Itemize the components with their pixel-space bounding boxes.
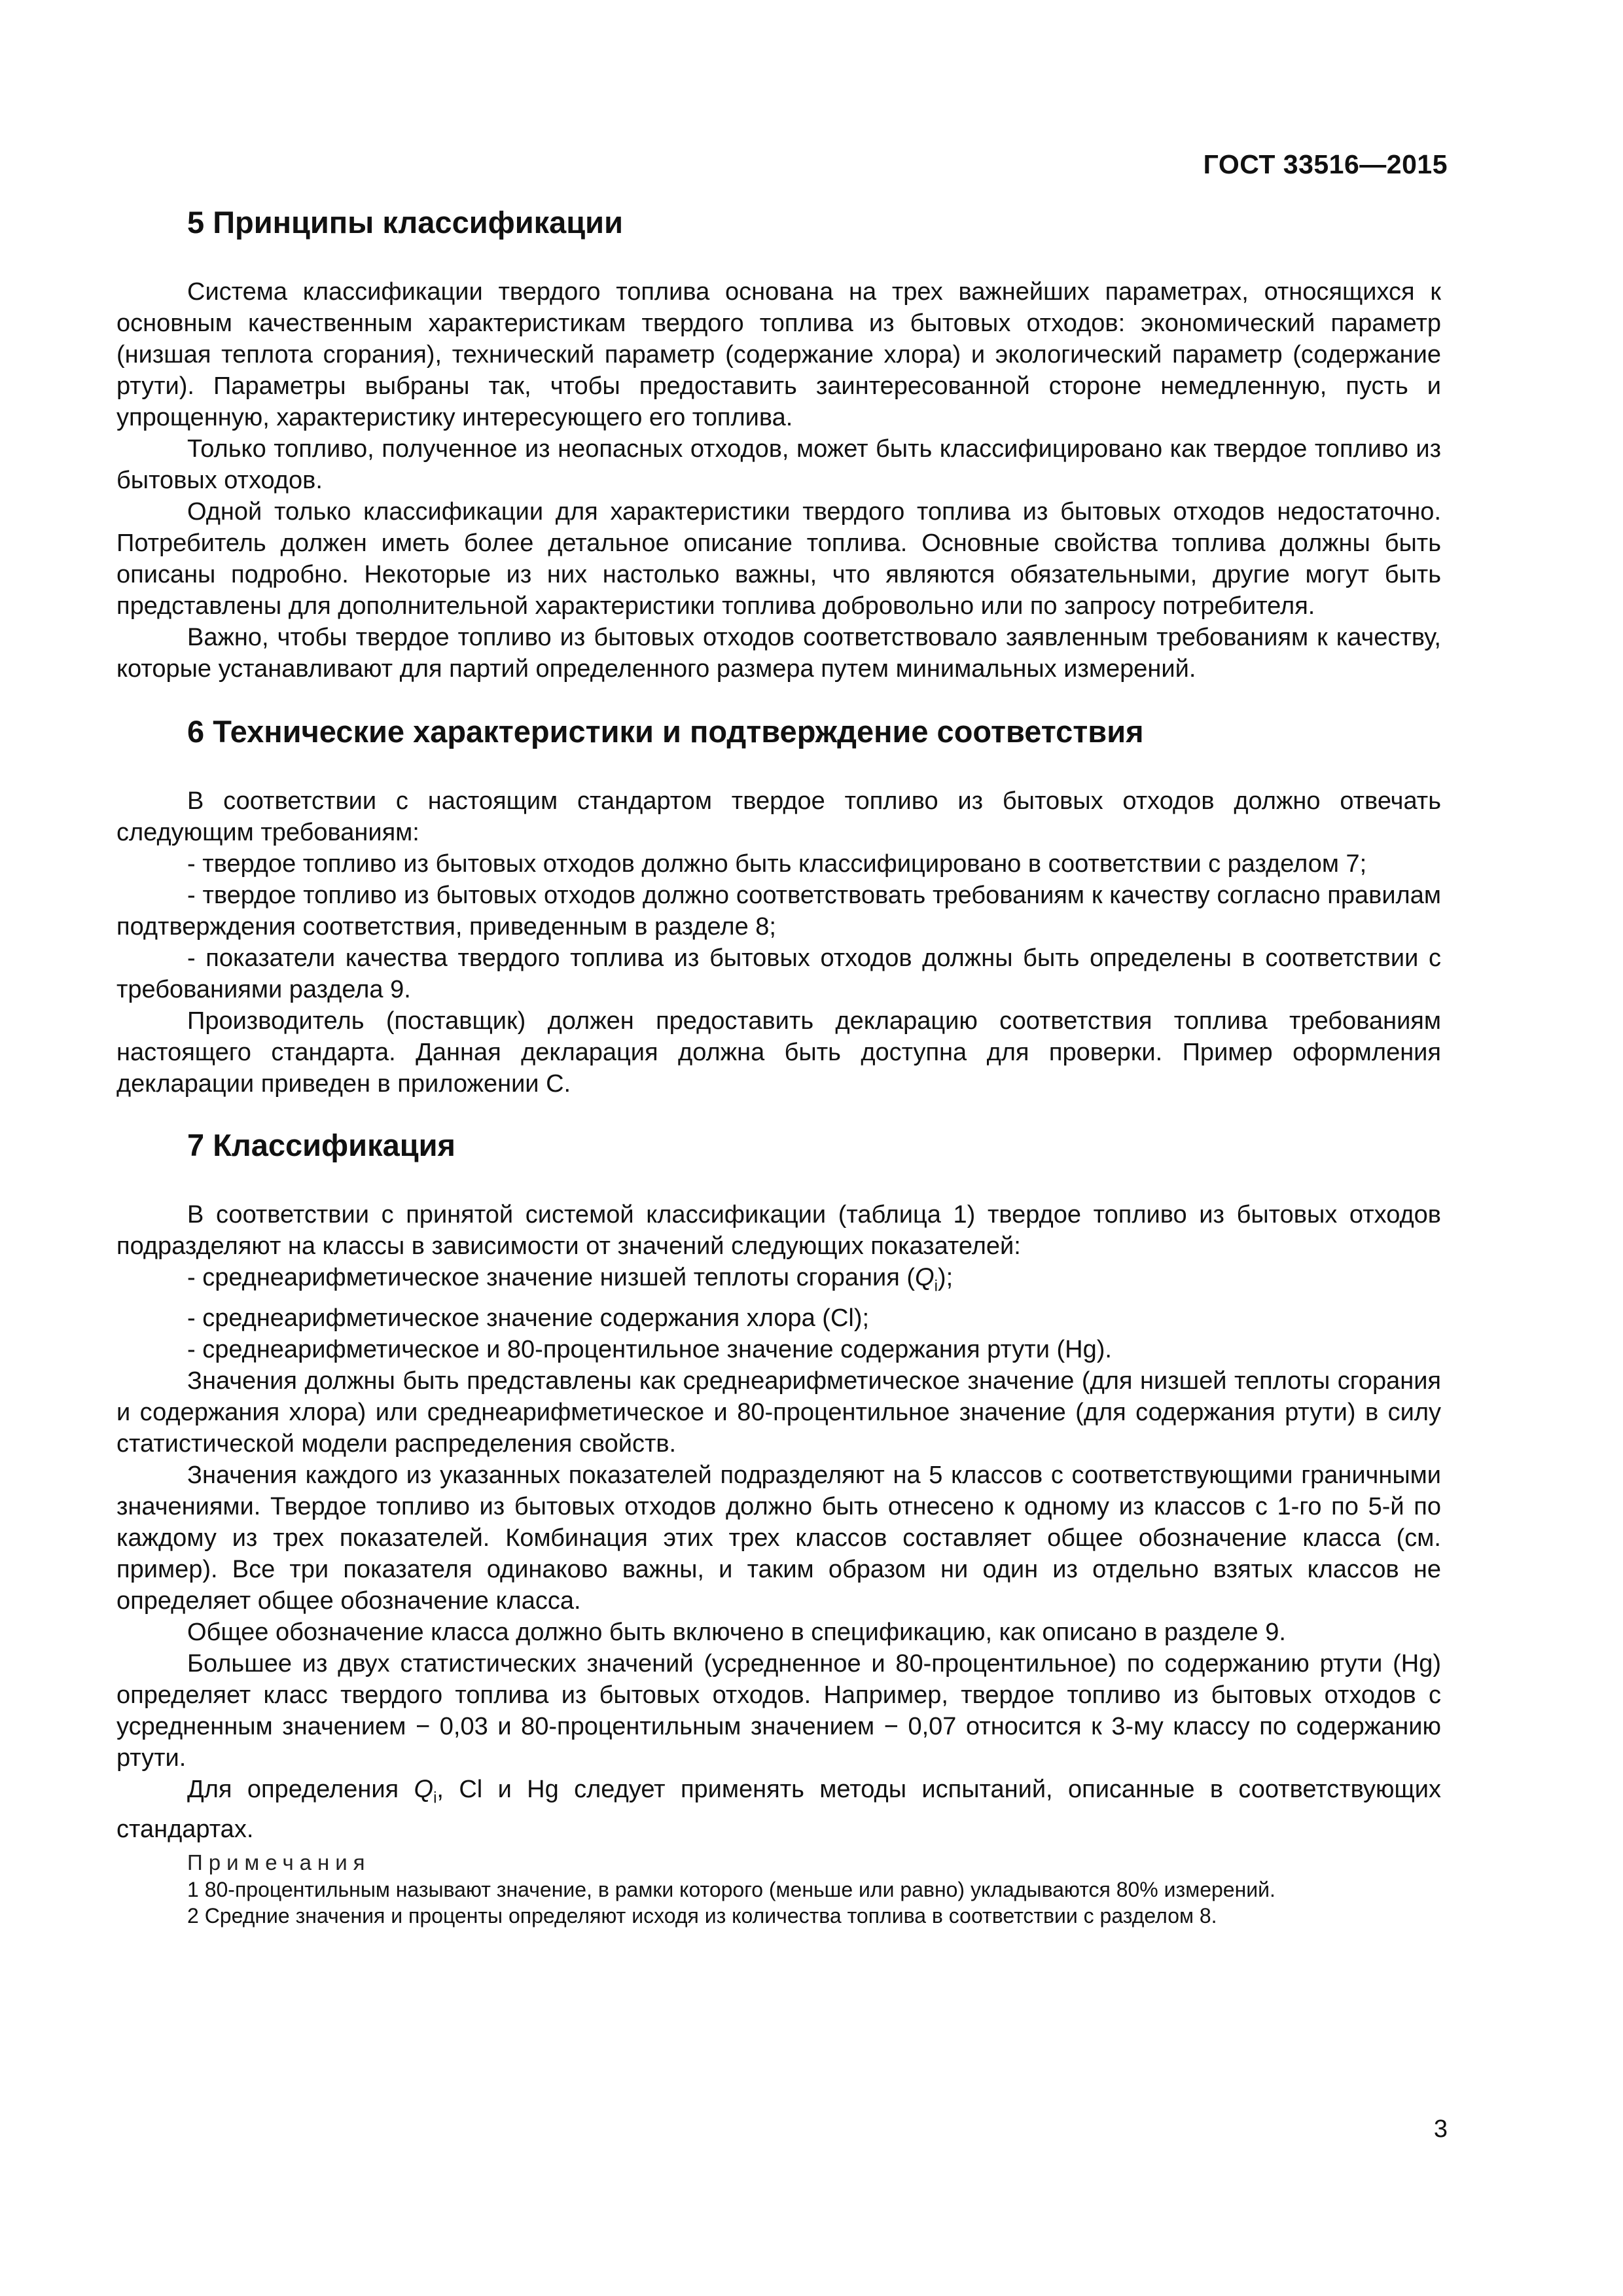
section-6-body	[116, 785, 1441, 1100]
paragraph: Общее обозначение класса должно быть включено в спецификацию, как описано в разделе 9.	[187, 1618, 1286, 1646]
section-6	[116, 712, 1441, 1100]
paragraph: Значения должны быть представлены как среднеарифметическое значение (для низшей теплоты сгорания и содержания хлора) или среднеарифметическое и 80-процентильное значение (для содержания ртути) в силу статистической модели распределения свойств.	[116, 1367, 1441, 1458]
note: 2 Средние значения и проценты определяют исходя из количества топлива в соответствии с разделом 8.	[187, 1904, 1217, 1928]
paragraph	[116, 1774, 1441, 1846]
notes-title: Примечания	[187, 1850, 371, 1875]
list-item: - среднеарифметическое и 80-процентильное значение содержания ртути (Hg).	[187, 1335, 1112, 1363]
list-item	[116, 1262, 1441, 1302]
paragraph: Система классификации твердого топлива основана на трех важнейших параметрах, относящихся к основным качественным характеристикам твердого топлива из бытовых отходов: экономический параметр (низшая теплота сгорания), технический параметр (содержание хлора) и экологический параметр (содержание ртути). Параметры выбраны так, чтобы предоставить заинтересованной стороне немедленную, пусть и упрощенную, характеристику интересующего его топлива.	[116, 278, 1441, 431]
paragraph: В соответствии с принятой системой классификации (таблица 1) твердое топливо из бытовых отходов подразделяют на классы в зависимости от значений следующих показателей:	[116, 1201, 1441, 1260]
section-7	[116, 1126, 1441, 1929]
paragraph: Одной только классификации для характеристики твердого топлива из бытовых отходов недостаточно. Потребитель должен иметь более детальное описание топлива. Основные свойства топлива должны быть описаны подробно. Некоторые из них настолько важны, что являются обязательными, другие могут быть представлены для дополнительной характеристики топлива добровольно или по запросу потребителя.	[116, 498, 1441, 620]
list-item: - твердое топливо из бытовых отходов должно соответствовать требованиям к качеству согласно правилам подтверждения соответствия, приведенным в разделе 8;	[116, 882, 1441, 941]
section-5-body	[116, 276, 1441, 685]
paragraph-text: , Cl и Hg следует применять методы испытаний, описанные в соответствующих стандартах.	[116, 1775, 1441, 1844]
page-number: 3	[1433, 2115, 1448, 2143]
standard-designation: ГОСТ 33516—2015	[1203, 149, 1448, 179]
paragraph: Производитель (поставщик) должен предоставить декларацию соответствия топлива требованиям настоящего стандарта. Данная декларация должна быть доступна для проверки. Пример оформления декларации приведен в приложении С.	[116, 1007, 1441, 1098]
paragraph: Важно, чтобы твердое топливо из бытовых отходов соответствовало заявленным требованиям к качеству, которые устанавливают для партий определенного размера путем минимальных измерений.	[116, 624, 1441, 683]
list-item: - среднеарифметическое значение содержания хлора (Cl);	[187, 1304, 870, 1332]
paragraph: Значения каждого из указанных показателей подразделяют на 5 классов с соответствующими граничными значениями. Твердое топливо из бытовых отходов должно быть отнесено к одному из классов с 1-го по 5-й по каждому из трех показателей. Комбинация этих трех классов составляет общее обозначение класса (см. пример). Все три показателя одинаково важны, и таким образом ни один из отдельно взятых классов не определяет общее обозначение класса.	[116, 1461, 1441, 1615]
list-item: - показатели качества твердого топлива из бытовых отходов должны быть определены в соответствии с требованиями раздела 9.	[116, 944, 1441, 1003]
section-7-body	[116, 1199, 1441, 1845]
list-item: - твердое топливо из бытовых отходов должно быть классифицировано в соответствии с разделом 7;	[187, 850, 1367, 878]
section-6-title: 6 Технические характеристики и подтверждение соответствия	[187, 714, 1144, 749]
q-symbol: Q	[915, 1264, 935, 1291]
q-subscript: i	[433, 1789, 437, 1807]
page-content	[116, 203, 1441, 1929]
list-item-text: - среднеарифметическое значение низшей теплоты сгорания (	[187, 1264, 916, 1291]
note: 1 80-процентильным называют значение, в рамки которого (меньше или равно) укладываются 80% измерений.	[187, 1878, 1275, 1902]
list-item-text: );	[937, 1264, 954, 1291]
paragraph: Только топливо, полученное из неопасных отходов, может быть классифицировано как твердое топливо из бытовых отходов.	[116, 435, 1441, 494]
section-5-title: 5 Принципы классификации	[187, 205, 623, 240]
notes-block	[116, 1849, 1441, 1929]
paragraph-text: Для определения	[187, 1775, 414, 1803]
paragraph: Большее из двух статистических значений (усредненное и 80-процентильное) по содержанию ртути (Hg) определяет класс твердого топлива из бытовых отходов. Например, твердое топливо из бытовых отходов с усредненным значением − 0,03 и 80-процентильным значением − 0,07 относится к 3-му классу по содержанию ртути.	[116, 1649, 1441, 1772]
q-symbol: Q	[414, 1775, 434, 1803]
q-subscript: i	[934, 1277, 938, 1295]
paragraph: В соответствии с настоящим стандартом твердое топливо из бытовых отходов должно отвечать следующим требованиям:	[116, 787, 1441, 846]
section-5	[116, 203, 1441, 685]
section-7-title: 7 Классификация	[187, 1128, 455, 1162]
